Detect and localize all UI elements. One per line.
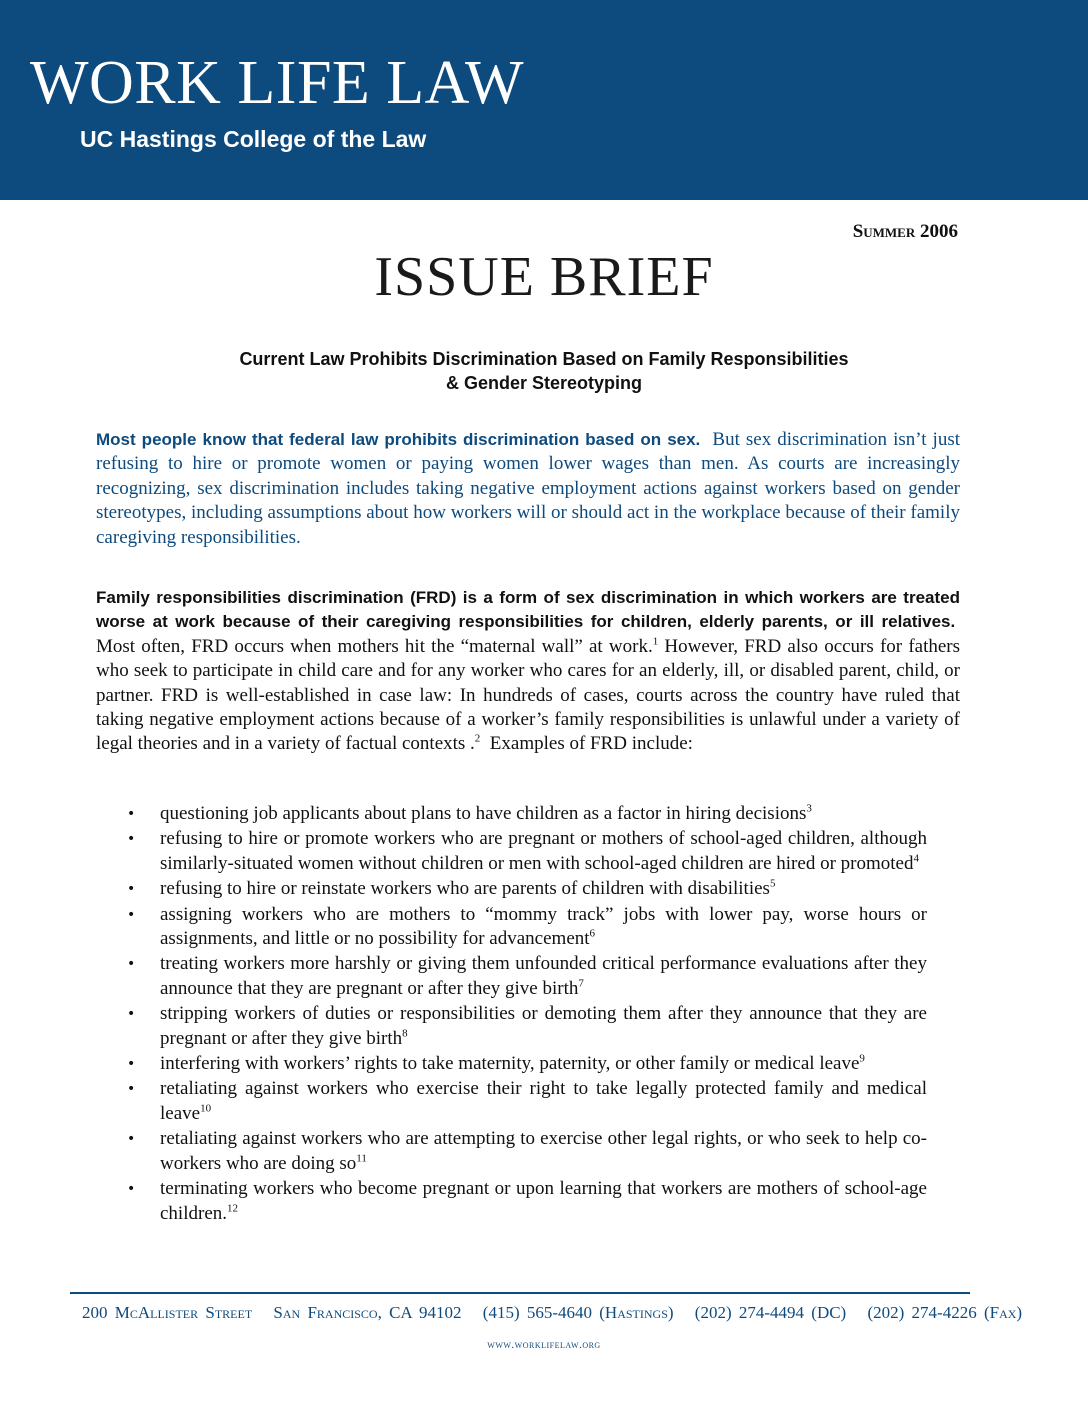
bullet-icon: • [127, 831, 136, 848]
footnote-ref[interactable]: 12 [227, 1202, 239, 1215]
list-item-text: terminating workers who become pregnant or upon learning that workers are mothers of school-age children. [160, 1178, 927, 1224]
list-item [127, 1052, 927, 1076]
footnote-ref[interactable]: 8 [402, 1027, 408, 1040]
issue-date: Summer 2006 [852, 221, 958, 242]
bullet-icon: • [127, 906, 136, 923]
list-item [127, 1002, 927, 1051]
bullet-icon: • [127, 1056, 136, 1073]
footnote-ref[interactable]: 1 [652, 635, 659, 648]
list-item [127, 1127, 927, 1176]
intro-paragraph [96, 428, 960, 550]
footnote-ref[interactable]: 11 [356, 1152, 367, 1165]
list-item [127, 1077, 927, 1126]
bullet-icon: • [127, 1006, 136, 1023]
bullet-icon: • [127, 1081, 136, 1098]
list-item-text: treating workers more harshly or giving them unfounded critical performance evaluations after they announce that they are pregnant or after they give birth [160, 953, 927, 999]
footnote-ref[interactable]: 9 [859, 1052, 865, 1065]
frd-text-3: Examples of FRD include: [489, 733, 693, 755]
bullet-icon: • [127, 1131, 136, 1148]
footer-divider [70, 1292, 970, 1294]
logo-subtitle: UC Hastings College of the Law [80, 126, 427, 152]
footnote-ref[interactable]: 10 [200, 1102, 212, 1115]
intro-lead-sentence: Most people know that federal law prohibits discrimination based on sex. [96, 430, 701, 449]
list-item-text: stripping workers of duties or responsibilities or demoting them after they announce that they are pregnant or after they give birth [160, 1003, 927, 1049]
footnote-ref[interactable]: 6 [589, 927, 596, 940]
frd-examples-list [0, 802, 1088, 1227]
list-item-text: interfering with workers’ rights to take maternity, paternity, or other family or medical leave [160, 1053, 860, 1075]
bullet-icon: • [127, 1181, 136, 1198]
footer-city: San Francisco, CA 94102 [273, 1303, 462, 1322]
list-item [127, 877, 927, 901]
frd-text-1: Most often, FRD occurs when mothers hit the “maternal wall” at work. [96, 635, 653, 657]
bullet-icon: • [127, 881, 136, 898]
footnote-ref[interactable]: 7 [578, 977, 584, 990]
frd-definition-paragraph [96, 586, 960, 757]
logo-title: WORK LIFE LAW [30, 49, 524, 117]
frd-text-2: However, FRD also occurs for fathers who seek to participate in child care and for any worker who cares for an elderly, ill, or disabled parent, child, or partner. FRD is well-established in case law: In hundreds of cases, courts across the country have ruled that taking negative employment actions because of a worker’s family responsibilities is unlawful under a variety of legal theories and in a variety of factual contexts . [96, 635, 961, 755]
footer-website-link[interactable]: www.worklifelaw.org [487, 1339, 601, 1351]
list-item-text: assigning workers who are mothers to “mommy track” jobs with lower pay, worse hours or assignments, and little or no possibility for advancement [160, 903, 927, 950]
list-item-text: refusing to hire or promote workers who are pregnant or mothers of school-aged children, although similarly-situated women without children or men with school-aged children are hired or promoted [160, 828, 927, 874]
footer-street: 200 McAllister Street [82, 1303, 253, 1322]
footer-fax: (202) 274-4226 (Fax) [867, 1303, 1023, 1322]
frd-definition-lead: Family responsibilities discrimination (FRD) is a form of sex discrimination in which workers are treated worse at work because of their caregiving responsibilities for children, elderly parents, or ill relatives. [96, 588, 960, 632]
header-banner [0, 0, 1088, 200]
footer-phone-dc: (202) 274-4494 (DC) [694, 1303, 847, 1322]
list-item-text: retaliating against workers who exercise their right to take legally protected family and medical leave [160, 1078, 927, 1124]
document-type-heading: ISSUE BRIEF [374, 246, 714, 308]
list-item-text: questioning job applicants about plans to have children as a factor in hiring decisions [160, 803, 807, 824]
page-title-line-2: & Gender Stereotyping [445, 373, 643, 393]
page-title-line-1: Current Law Prohibits Discrimination Based on Family Responsibilities [239, 349, 849, 369]
bullet-icon: • [127, 806, 136, 822]
list-item [127, 1177, 927, 1226]
footer-address [82, 1303, 1022, 1323]
list-item [127, 952, 927, 1001]
footnote-ref[interactable]: 5 [769, 877, 776, 890]
page-title [96, 347, 992, 395]
bullet-icon: • [127, 956, 136, 973]
intro-text: But sex discrimination isn’t just refusing to hire or promote women or paying women lower wages than men. As courts are increasingly recognizing, sex discrimination includes taking negative employment actions against workers based on gender stereotypes, including assumptions about how workers will or should act in the workplace because of their family caregiving responsibilities. [96, 429, 961, 548]
footer-phone-hastings: (415) 565-4640 (Hastings) [482, 1303, 674, 1322]
list-item-text: retaliating against workers who are attempting to exercise other legal rights, or who seek to help co-workers who are doing so [160, 1128, 927, 1174]
footnote-ref[interactable]: 4 [913, 852, 919, 865]
list-item-text: refusing to hire or reinstate workers who are parents of children with disabilities [160, 878, 770, 900]
footnote-ref[interactable]: 3 [806, 802, 812, 815]
list-item [127, 903, 927, 952]
list-item [127, 802, 927, 826]
list-item [127, 827, 927, 876]
footnote-ref[interactable]: 2 [474, 733, 481, 746]
